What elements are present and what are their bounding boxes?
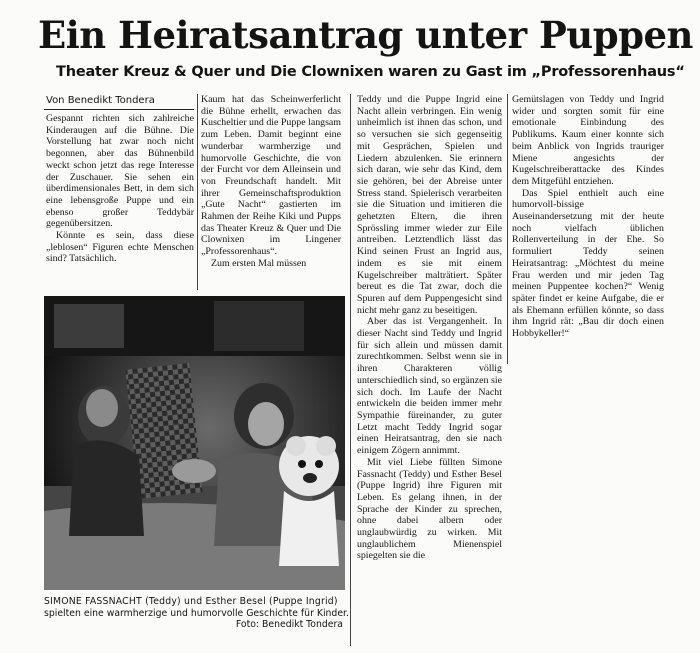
subheadline: Theater Kreuz & Quer und Die Clownixen waren zu Gast im „Professorenhaus“ xyxy=(56,64,685,80)
byline-rule xyxy=(44,109,194,110)
byline: Von Benedikt Tondera xyxy=(46,95,155,106)
performance-photo xyxy=(44,296,345,590)
article-column-4 xyxy=(512,94,664,364)
photo-caption xyxy=(44,596,349,631)
column-divider xyxy=(507,94,508,364)
caption-lead: SIMONE FASSNACHT (Teddy) und Esther Besel (Puppe Ingrid) xyxy=(44,596,338,607)
caption-text: spielten eine warmherzige und humorvolle Geschichte für Kinder. xyxy=(44,607,349,619)
article-column-1 xyxy=(46,113,194,285)
paragraph: Könnte es sein, dass diese „leblosen“ Figuren echte Menschen sind? Tatsächlich. xyxy=(46,230,194,265)
paragraph: Teddy und die Puppe Ingrid eine Nacht allein verbringen. Ein wenig unheimlich ist ihnen das schon, und so versuchen sie sich gegenseitig mit Gesprächen, Spielen und Liedern abzulenken. Sie erinnern sich daran, wie sehr das Kind, dem sie gehören, bei der Abreise unter Stress stand. Spielerisch verarbeiten sie die Situation und imitieren die gehetzten Eltern, die ihren Sprössling immer wieder zur Eile antreiben. Letztendlich lässt das Kind seinen Frust an Ingrid aus, indem es sie mit einem Kugelschreiber malträtiert. Später bereut es die Tat zwar, doch die Spuren auf dem Puppengesicht sind nicht mehr ganz zu beseitigen. xyxy=(357,94,502,316)
photo-credit: Foto: Benedikt Tondera xyxy=(235,619,343,630)
article-column-3 xyxy=(357,94,502,646)
column-divider xyxy=(197,94,198,290)
paragraph: Gemütslagen von Teddy und Ingrid wider und sorgten somit für eine emotionale Einbindung des Publikums. Kaum einer konnte sich beim Anblick von Ingrids trauriger Miene angesichts der Kugelschreiberattacke des Kindes dem Mitgefühl entziehen. xyxy=(512,94,664,187)
paragraph: Kaum hat das Scheinwerferlicht die Bühne erhellt, erwachen das Kuscheltier und die Puppe langsam zum Leben. Damit beginnt eine wunderbar warmherzige und humorvolle Geschichte, die von der Furcht vor dem Alleinsein und von Freundschaft handelt. Mit ihrer Gemeinschaftsproduktion „Gute Nacht“ gastierten im Rahmen der Reihe Kiki und Pupps das Theater Kreuz & Quer und Die Clownixen im Lingener „Professorenhaus“. xyxy=(201,94,341,258)
paragraph: Gespannt richten sich zahlreiche Kinderaugen auf die Bühne. Die Vorstellung hat zwar noch nicht begonnen, aber das Bühnenbild weckt schon jetzt das rege Interesse der Zuschauer. Sie sehen ein überdimensionales Bett, in dem sich eine lebensgroße Puppe und ein ebenso großer Teddybär gegenübersitzen. xyxy=(46,113,194,230)
headline: Ein Heiratsantrag unter Puppen xyxy=(38,13,693,57)
paragraph: Aber das ist Vergangenheit. In dieser Nacht sind Teddy und Ingrid für sich allein und müssen damit zurechtkommen. Selbst wenn sie in ihren Charakteren völlig unterschiedlich sind, so ergänzen sie sich doch. Im Laufe der Nacht entwickeln die beiden immer mehr Sympathie füreinander, zu guter Letzt macht Teddy Ingrid sogar einen Heiratsantrag, den sie nach einigem Zögern annimmt. xyxy=(357,316,502,457)
article-column-2 xyxy=(201,94,341,290)
paragraph: Zum ersten Mal müssen xyxy=(211,257,307,269)
column-divider xyxy=(350,94,351,646)
paragraph: Mit viel Liebe füllten Simone Fassnacht (Teddy) und Esther Besel (Puppe Ingrid) ihre Figuren mit Leben. Es gelang ihnen, in der Sprache der Kinder zu sprechen, ohne dabei albern oder unglaubwürdig zu wirken. Mit unglaublichem Mienenspiel spiegelten sie die xyxy=(357,456,502,562)
paragraph: Das Spiel enthielt auch eine humorvoll-bissige Auseinandersetzung mit der heute noch vielfach üblichen Rollenverteilung in der Ehe. So formuliert Teddy seinen Heiratsantrag: „Möchtest du meine Frau werden und mir jeden Tag meinen Puppentee kochen?“ Wenig später findet er keine Aufgabe, die er als Ehemann erfüllen könnte, so dass ihm Ingrid rät: „Bau dir doch einen Hobbykeller!“ xyxy=(512,187,664,340)
